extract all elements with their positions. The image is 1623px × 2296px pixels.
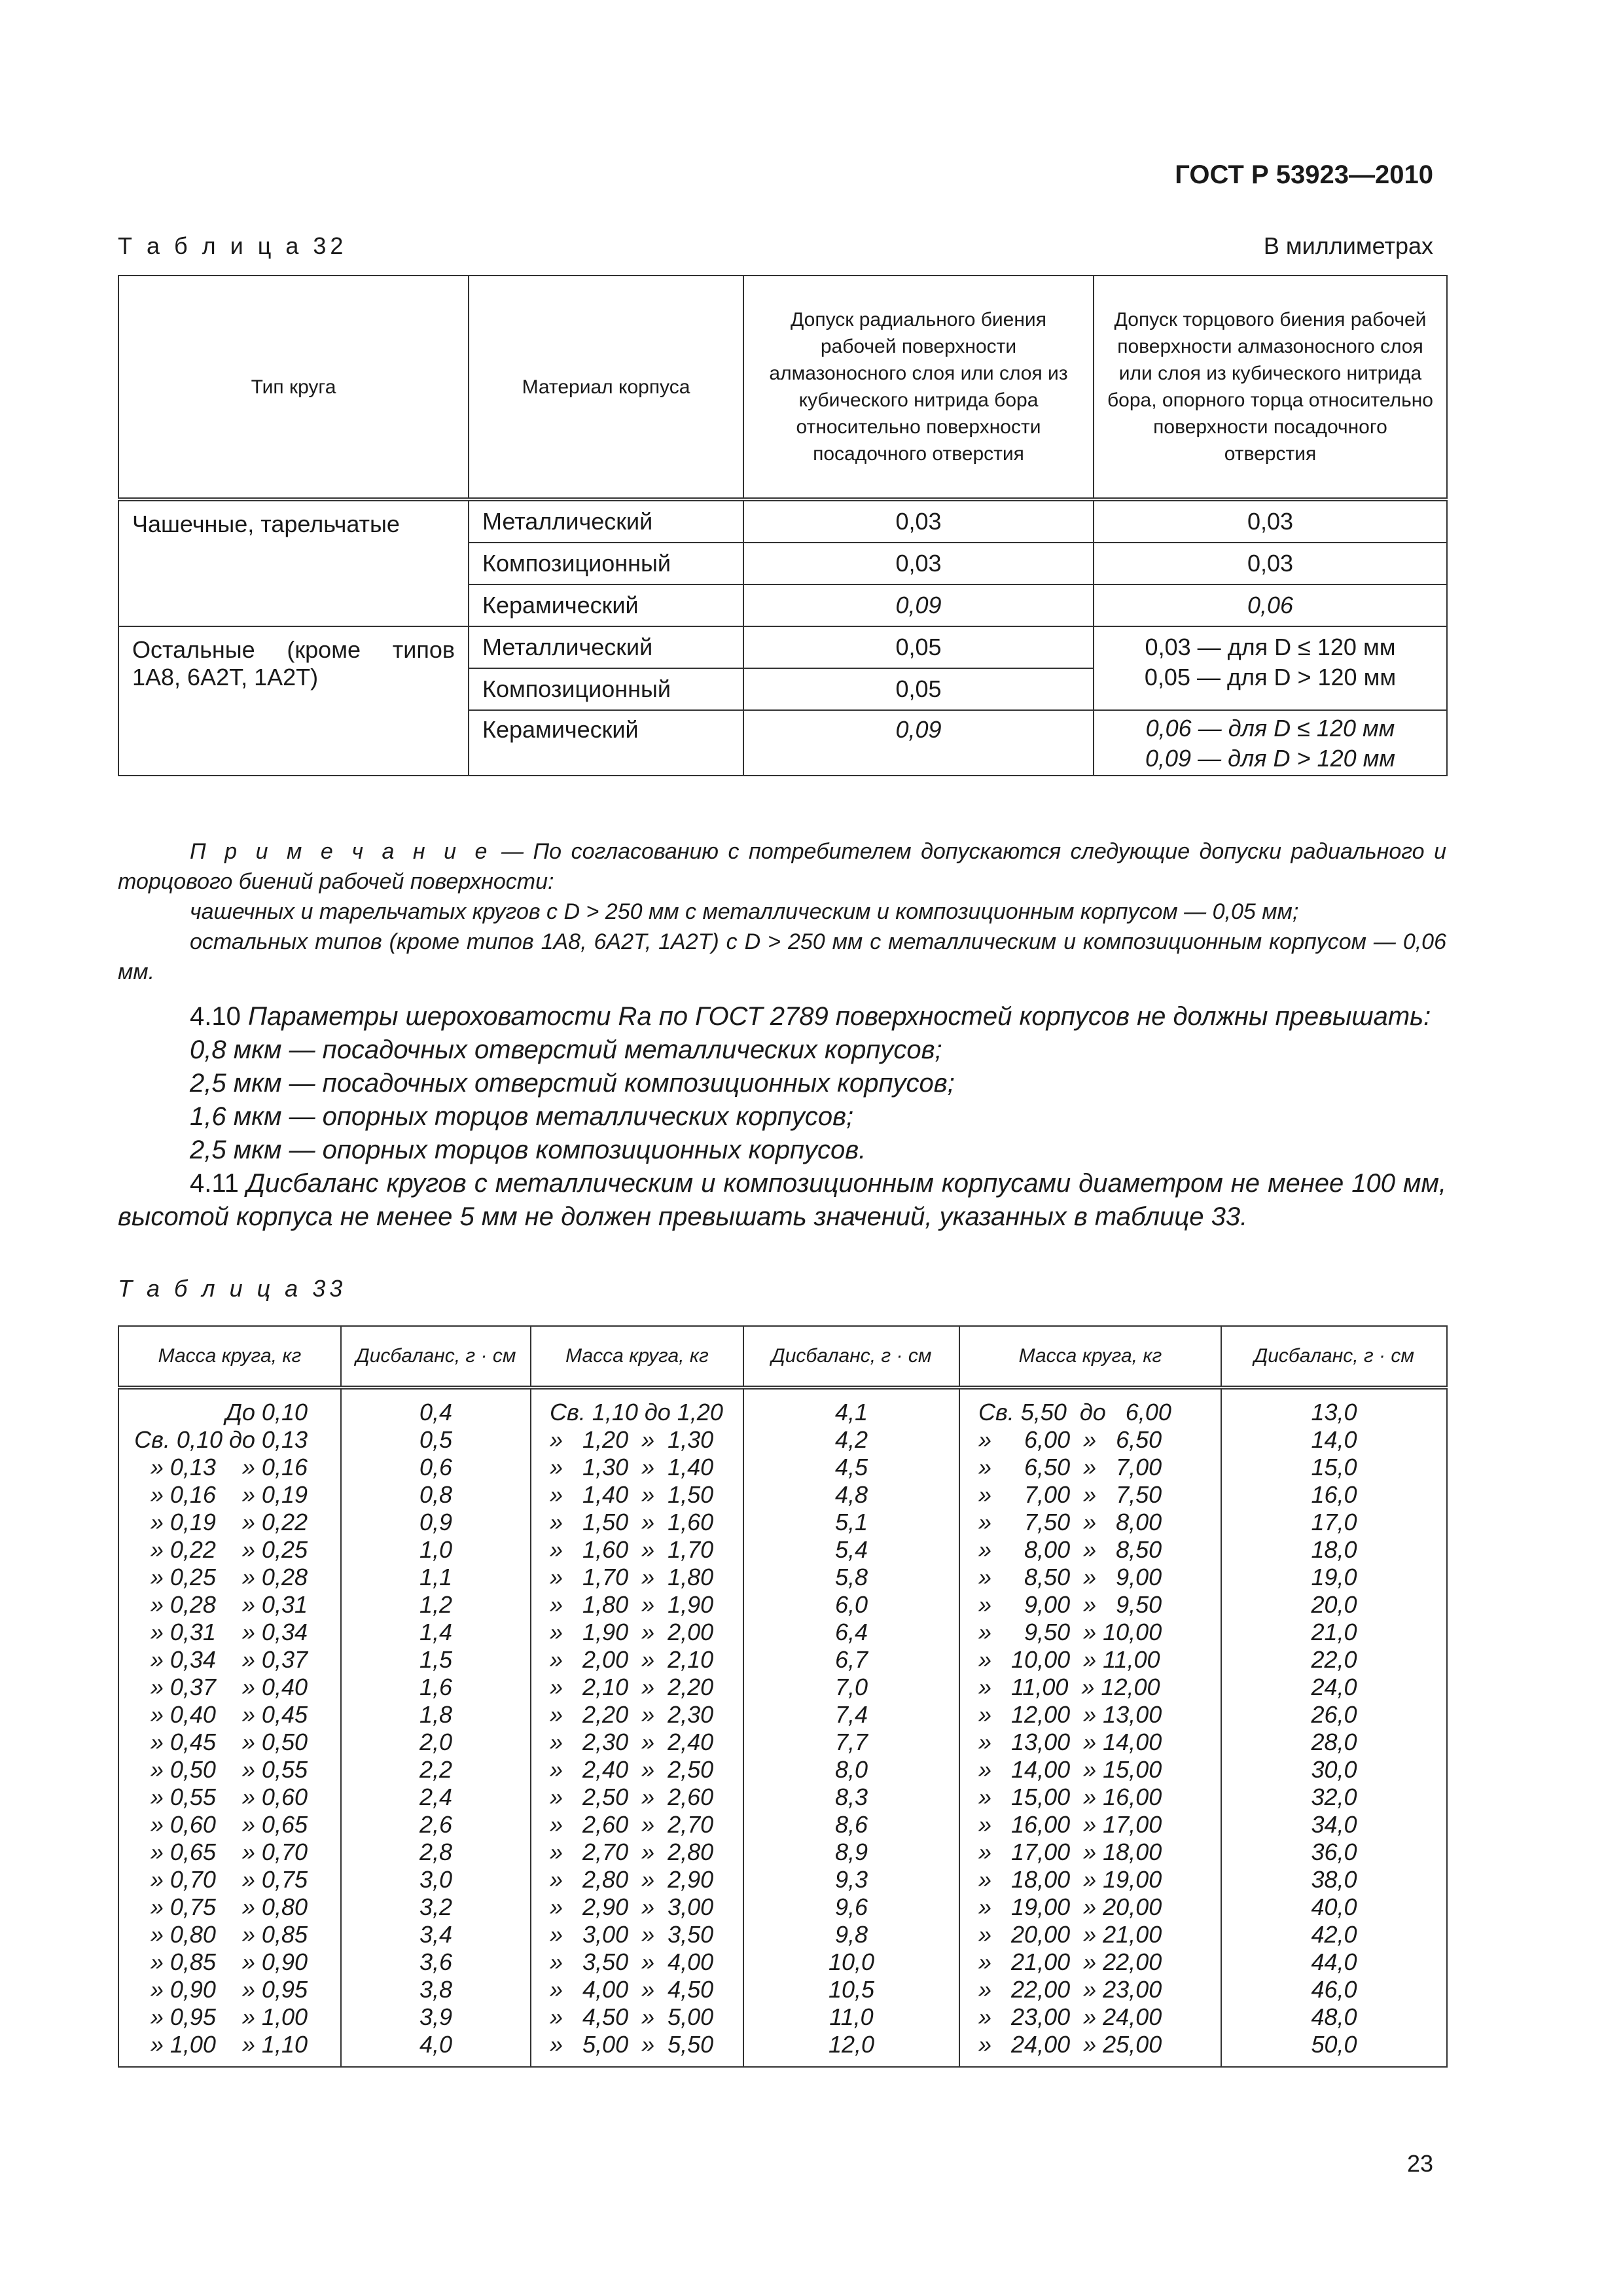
imbalance-value: 34,0 bbox=[1311, 1811, 1357, 1838]
cell-axial bbox=[1094, 710, 1447, 776]
imbalance-value: 0,5 bbox=[419, 1426, 453, 1453]
imbalance-value: 18,0 bbox=[1311, 1536, 1357, 1563]
mass-range: » 18,00 » 19,00 bbox=[978, 1866, 1162, 1893]
mass-range: » 1,20 » 1,30 bbox=[550, 1426, 714, 1453]
mass-range: » 2,20 » 2,30 bbox=[550, 1701, 714, 1728]
mass-range: » 6,00 » 6,50 bbox=[978, 1426, 1162, 1453]
mass-column-1 bbox=[118, 1388, 341, 2067]
imbalance-value: 4,0 bbox=[419, 2031, 453, 2058]
section-4-10 bbox=[118, 1000, 1446, 1234]
imbalance-value: 5,1 bbox=[834, 1509, 868, 1535]
imbalance-value: 36,0 bbox=[1311, 1839, 1357, 1865]
mass-range: » 21,00 » 22,00 bbox=[978, 1948, 1162, 1975]
mass-range: » 2,30 » 2,40 bbox=[550, 1729, 714, 1755]
cell-axial: 0,06 bbox=[1094, 584, 1447, 626]
imbalance-value: 1,6 bbox=[419, 1674, 453, 1700]
mass-range: » 3,00 » 3,50 bbox=[550, 1921, 714, 1948]
page-number: 23 bbox=[1406, 2150, 1433, 2177]
table-33 bbox=[118, 1325, 1448, 2068]
imbalance-value: 2,2 bbox=[419, 1756, 453, 1783]
mass-range: » 0,90 » 0,95 bbox=[150, 1976, 308, 2003]
mass-range: » 1,30 » 1,40 bbox=[550, 1454, 714, 1480]
imbalance-value: 4,8 bbox=[834, 1481, 868, 1508]
mass-range: » 13,00 » 14,00 bbox=[978, 1729, 1162, 1755]
mass-range: » 6,50 » 7,00 bbox=[978, 1454, 1162, 1480]
mass-range: » 17,00 » 18,00 bbox=[978, 1839, 1162, 1865]
mass-range: » 15,00 » 16,00 bbox=[978, 1784, 1162, 1810]
imbalance-column-2 bbox=[743, 1388, 959, 2067]
imbalance-value: 2,0 bbox=[419, 1729, 453, 1755]
imbalance-value: 3,8 bbox=[419, 1976, 453, 2003]
mass-range: » 3,50 » 4,00 bbox=[550, 1948, 714, 1975]
imbalance-value: 6,7 bbox=[834, 1646, 868, 1673]
list-item: 2,5 мкм — посадочных отверстий композиционных корпусов; bbox=[190, 1069, 955, 1098]
mass-range: » 0,22 » 0,25 bbox=[150, 1536, 308, 1563]
imbalance-value: 8,9 bbox=[834, 1839, 868, 1865]
section-number: 4.11 bbox=[190, 1169, 239, 1198]
cell-wheel-type: Чашечные, тарельчатые bbox=[118, 499, 469, 626]
axial-line: 0,03 — для D ≤ 120 мм bbox=[1145, 634, 1396, 660]
imbalance-value: 26,0 bbox=[1311, 1701, 1357, 1728]
mass-range: » 0,28 » 0,31 bbox=[150, 1591, 308, 1618]
mass-range: » 4,50 » 5,00 bbox=[550, 2003, 714, 2030]
imbalance-value: 6,4 bbox=[834, 1619, 868, 1645]
cell-material: Композиционный bbox=[469, 543, 743, 584]
mass-range: » 1,50 » 1,60 bbox=[550, 1509, 714, 1535]
note-intro bbox=[118, 836, 1446, 897]
imbalance-value: 0,8 bbox=[419, 1481, 453, 1508]
imbalance-value: 30,0 bbox=[1311, 1756, 1357, 1783]
mass-column-2 bbox=[531, 1388, 743, 2067]
mass-range: » 5,00 » 5,50 bbox=[550, 2031, 714, 2058]
imbalance-value: 15,0 bbox=[1311, 1454, 1357, 1480]
imbalance-value: 7,4 bbox=[834, 1701, 868, 1728]
imbalance-column-1 bbox=[341, 1388, 531, 2067]
mass-range: » 7,50 » 8,00 bbox=[978, 1509, 1162, 1535]
cell-material: Металлический bbox=[469, 626, 743, 668]
cell-axial: 0,03 bbox=[1094, 543, 1447, 584]
note-line: чашечных и тарельчатых кругов с D > 250 мм с металлическим и композиционным корпусом — 0,05 мм; bbox=[190, 899, 1299, 924]
imbalance-value: 8,3 bbox=[834, 1784, 868, 1810]
mass-range: » 9,00 » 9,50 bbox=[978, 1591, 1162, 1618]
mass-range: » 2,80 » 2,90 bbox=[550, 1866, 714, 1893]
mass-range: » 0,95 » 1,00 bbox=[150, 2003, 308, 2030]
mass-range: » 14,00 » 15,00 bbox=[978, 1756, 1162, 1783]
imbalance-value: 4,2 bbox=[834, 1426, 868, 1453]
imbalance-value: 32,0 bbox=[1311, 1784, 1357, 1810]
cell-axial bbox=[1094, 626, 1447, 710]
table-32-caption: Т а б л и ц а 32 bbox=[118, 232, 348, 259]
list-item: 2,5 мкм — опорных торцов композиционных корпусов. bbox=[190, 1136, 866, 1164]
section-4-11-text bbox=[118, 1167, 1446, 1234]
imbalance-value: 3,6 bbox=[419, 1948, 453, 1975]
header-mass: Масса круга, кг bbox=[959, 1326, 1221, 1388]
header-axial-runout: Допуск торцового биения рабочей поверхности алмазоносного слоя или слоя из кубического нитрида бора, опорного торца относительно поверхности посадочного отверстия bbox=[1094, 276, 1447, 499]
mass-range: » 0,25 » 0,28 bbox=[150, 1564, 308, 1590]
imbalance-column-3 bbox=[1221, 1388, 1447, 2067]
mass-range: » 0,31 » 0,34 bbox=[150, 1619, 308, 1645]
imbalance-value: 5,8 bbox=[834, 1564, 868, 1590]
mass-range: » 1,80 » 1,90 bbox=[550, 1591, 714, 1618]
table-32-header-row bbox=[118, 276, 1447, 499]
cell-radial: 0,09 bbox=[743, 584, 1094, 626]
mass-range: » 4,00 » 4,50 bbox=[550, 1976, 714, 2003]
mass-range: » 2,40 » 2,50 bbox=[550, 1756, 714, 1783]
imbalance-value: 1,4 bbox=[419, 1619, 453, 1645]
imbalance-value: 4,1 bbox=[834, 1399, 868, 1426]
imbalance-value: 19,0 bbox=[1311, 1564, 1357, 1590]
note-intro-text: — По согласованию с потребителем допускаются следующие допуски радиального и торцового биений рабочей поверхности: bbox=[118, 839, 1446, 894]
imbalance-value: 5,4 bbox=[834, 1536, 868, 1563]
header-mass: Масса круга, кг bbox=[118, 1326, 341, 1388]
mass-range: » 12,00 » 13,00 bbox=[978, 1701, 1162, 1728]
imbalance-value: 44,0 bbox=[1311, 1948, 1357, 1975]
mass-range: » 1,90 » 2,00 bbox=[550, 1619, 714, 1645]
imbalance-value: 14,0 bbox=[1311, 1426, 1357, 1453]
table-32-note bbox=[118, 836, 1446, 987]
mass-range: » 2,60 » 2,70 bbox=[550, 1811, 714, 1838]
imbalance-value: 11,0 bbox=[829, 2003, 874, 2030]
imbalance-value: 12,0 bbox=[828, 2031, 875, 2058]
mass-range: » 0,65 » 0,70 bbox=[150, 1839, 308, 1865]
mass-range: » 0,16 » 0,19 bbox=[150, 1481, 308, 1508]
note-label: П р и м е ч а н и е bbox=[190, 839, 492, 864]
section-text: Параметры шероховатости Ra по ГОСТ 2789 поверхностей корпусов не должны превышать: bbox=[240, 1002, 1431, 1031]
table-33-caption: Т а б л и ц а 33 bbox=[118, 1275, 347, 1302]
header-imbalance: Дисбаланс, г · см bbox=[341, 1326, 531, 1388]
mass-range: » 2,50 » 2,60 bbox=[550, 1784, 714, 1810]
imbalance-value: 2,8 bbox=[419, 1839, 453, 1865]
mass-range: » 0,85 » 0,90 bbox=[150, 1948, 308, 1975]
imbalance-value: 7,0 bbox=[834, 1674, 868, 1700]
mass-range: » 0,37 » 0,40 bbox=[150, 1674, 308, 1700]
mass-range: » 11,00 » 12,00 bbox=[978, 1674, 1160, 1700]
imbalance-value: 9,8 bbox=[834, 1921, 868, 1948]
table-33-body-row bbox=[118, 1388, 1447, 2067]
wheel-type-line: Остальные (кроме типов bbox=[132, 636, 455, 663]
section-4-10-text bbox=[118, 1000, 1446, 1033]
imbalance-value: 16,0 bbox=[1311, 1481, 1357, 1508]
imbalance-value: 1,8 bbox=[419, 1701, 453, 1728]
imbalance-value: 3,0 bbox=[419, 1866, 453, 1893]
mass-range: » 23,00 » 24,00 bbox=[978, 2003, 1162, 2030]
table-33-header-row bbox=[118, 1326, 1447, 1388]
cell-radial: 0,03 bbox=[743, 499, 1094, 543]
imbalance-value: 10,5 bbox=[828, 1976, 875, 2003]
imbalance-value: 21,0 bbox=[1311, 1619, 1357, 1645]
note-line: остальных типов (кроме типов 1А8, 6А2Т, 1А2Т) с D > 250 мм с металлическим и композиционным корпусом — 0,06 мм. bbox=[118, 929, 1446, 984]
imbalance-value: 10,0 bbox=[828, 1948, 875, 1975]
table-32 bbox=[118, 275, 1448, 776]
list-item: 1,6 мкм — опорных торцов металлических корпусов; bbox=[190, 1102, 854, 1131]
mass-range: » 0,80 » 0,85 bbox=[150, 1921, 308, 1948]
mass-range: » 10,00 » 11,00 bbox=[978, 1646, 1160, 1673]
header-wheel-type: Тип круга bbox=[118, 276, 469, 499]
imbalance-value: 9,3 bbox=[834, 1866, 868, 1893]
imbalance-value: 48,0 bbox=[1311, 2003, 1357, 2030]
mass-range: » 20,00 » 21,00 bbox=[978, 1921, 1162, 1948]
imbalance-value: 40,0 bbox=[1311, 1893, 1357, 1920]
mass-range: » 0,75 » 0,80 bbox=[150, 1893, 308, 1920]
cell-radial: 0,05 bbox=[743, 626, 1094, 668]
header-radial-runout: Допуск радиального биения рабочей поверхности алмазоносного слоя или слоя из кубического нитрида бора относительно поверхности посадочного отверстия bbox=[743, 276, 1094, 499]
imbalance-value: 3,4 bbox=[419, 1921, 453, 1948]
header-body-material: Материал корпуса bbox=[469, 276, 743, 499]
cell-material: Металлический bbox=[469, 499, 743, 543]
mass-range: » 0,55 » 0,60 bbox=[150, 1784, 308, 1810]
axial-line: 0,05 — для D > 120 мм bbox=[1144, 664, 1397, 691]
imbalance-value: 3,9 bbox=[419, 2003, 453, 2030]
imbalance-value: 1,2 bbox=[419, 1591, 453, 1618]
cell-radial: 0,05 bbox=[743, 668, 1094, 710]
mass-range: Св. 0,10 до 0,13 bbox=[134, 1426, 308, 1453]
imbalance-value: 0,9 bbox=[419, 1509, 453, 1535]
mass-range: » 19,00 » 20,00 bbox=[978, 1893, 1162, 1920]
mass-range: » 16,00 » 17,00 bbox=[978, 1811, 1162, 1838]
mass-range: » 8,50 » 9,00 bbox=[978, 1564, 1162, 1590]
cell-radial: 0,03 bbox=[743, 543, 1094, 584]
imbalance-value: 6,0 bbox=[834, 1591, 868, 1618]
imbalance-value: 7,7 bbox=[834, 1729, 868, 1755]
mass-range: » 22,00 » 23,00 bbox=[978, 1976, 1162, 2003]
mass-range: » 1,00 » 1,10 bbox=[150, 2031, 308, 2058]
mass-range: Св. 1,10 до 1,20 bbox=[550, 1399, 723, 1426]
mass-range: » 2,10 » 2,20 bbox=[550, 1674, 714, 1700]
imbalance-value: 38,0 bbox=[1311, 1866, 1357, 1893]
axial-line: 0,09 — для D > 120 мм bbox=[1145, 745, 1395, 772]
mass-range: » 0,13 » 0,16 bbox=[150, 1454, 308, 1480]
imbalance-value: 50,0 bbox=[1311, 2031, 1357, 2058]
header-imbalance: Дисбаланс, г · см bbox=[1221, 1326, 1447, 1388]
header-imbalance: Дисбаланс, г · см bbox=[743, 1326, 959, 1388]
imbalance-value: 9,6 bbox=[834, 1893, 868, 1920]
mass-range: » 0,19 » 0,22 bbox=[150, 1509, 308, 1535]
imbalance-value: 42,0 bbox=[1311, 1921, 1357, 1948]
imbalance-value: 22,0 bbox=[1311, 1646, 1357, 1673]
table-32-units: В миллиметрах bbox=[1263, 232, 1433, 259]
imbalance-value: 2,6 bbox=[419, 1811, 453, 1838]
mass-range: » 9,50 » 10,00 bbox=[978, 1619, 1162, 1645]
mass-range: » 1,60 » 1,70 bbox=[550, 1536, 714, 1563]
list-item: 0,8 мкм — посадочных отверстий металлических корпусов; bbox=[190, 1035, 942, 1064]
mass-range: » 7,00 » 7,50 bbox=[978, 1481, 1162, 1508]
mass-range: » 0,70 » 0,75 bbox=[150, 1866, 308, 1893]
imbalance-value: 1,0 bbox=[419, 1536, 453, 1563]
mass-range: » 2,90 » 3,00 bbox=[550, 1893, 714, 1920]
cell-material: Композиционный bbox=[469, 668, 743, 710]
mass-range: » 8,00 » 8,50 bbox=[978, 1536, 1162, 1563]
imbalance-value: 3,2 bbox=[419, 1893, 453, 1920]
imbalance-value: 1,1 bbox=[419, 1564, 453, 1590]
header-mass: Масса круга, кг bbox=[531, 1326, 743, 1388]
imbalance-value: 8,0 bbox=[834, 1756, 868, 1783]
imbalance-value: 0,4 bbox=[419, 1399, 453, 1426]
mass-column-3 bbox=[959, 1388, 1221, 2067]
axial-line: 0,06 — для D ≤ 120 мм bbox=[1145, 715, 1395, 742]
cell-wheel-type bbox=[118, 626, 469, 776]
imbalance-value: 20,0 bbox=[1311, 1591, 1357, 1618]
section-text: Дисбаланс кругов с металлическим и композиционным корпусами диаметром не менее 100 мм, высотой корпуса не менее 5 мм не должен превышать значений, указанных в таблице 33. bbox=[118, 1169, 1446, 1231]
mass-range: » 24,00 » 25,00 bbox=[978, 2031, 1162, 2058]
imbalance-value: 46,0 bbox=[1311, 1976, 1357, 2003]
mass-range: » 0,60 » 0,65 bbox=[150, 1811, 308, 1838]
cell-material: Керамический bbox=[469, 710, 743, 776]
mass-range: » 1,70 » 1,80 bbox=[550, 1564, 714, 1590]
imbalance-value: 13,0 bbox=[1311, 1399, 1357, 1426]
mass-range: » 2,00 » 2,10 bbox=[550, 1646, 714, 1673]
imbalance-value: 0,6 bbox=[419, 1454, 453, 1480]
cell-axial: 0,03 bbox=[1094, 499, 1447, 543]
section-number: 4.10 bbox=[190, 1002, 241, 1031]
imbalance-value: 1,5 bbox=[419, 1646, 453, 1673]
table-row bbox=[118, 626, 1447, 668]
imbalance-value: 17,0 bbox=[1311, 1509, 1357, 1535]
document-id: ГОСТ Р 53923—2010 bbox=[1175, 160, 1433, 189]
mass-range: » 0,50 » 0,55 bbox=[150, 1756, 308, 1783]
imbalance-value: 2,4 bbox=[419, 1784, 453, 1810]
mass-range: » 1,40 » 1,50 bbox=[550, 1481, 714, 1508]
cell-radial: 0,09 bbox=[743, 710, 1094, 776]
mass-range: » 0,45 » 0,50 bbox=[150, 1729, 308, 1755]
cell-material: Керамический bbox=[469, 584, 743, 626]
mass-range: » 2,70 » 2,80 bbox=[550, 1839, 714, 1865]
mass-range: » 0,40 » 0,45 bbox=[150, 1701, 308, 1728]
mass-range: Св. 5,50 до 6,00 bbox=[978, 1399, 1171, 1426]
imbalance-value: 28,0 bbox=[1311, 1729, 1357, 1755]
mass-range: » 0,34 » 0,37 bbox=[150, 1646, 308, 1673]
imbalance-value: 24,0 bbox=[1311, 1674, 1357, 1700]
table-row bbox=[118, 499, 1447, 543]
imbalance-value: 8,6 bbox=[834, 1811, 868, 1838]
imbalance-value: 4,5 bbox=[834, 1454, 868, 1480]
mass-range: До 0,10 bbox=[225, 1399, 308, 1426]
wheel-type-line: 1А8, 6А2Т, 1А2Т) bbox=[132, 664, 319, 691]
